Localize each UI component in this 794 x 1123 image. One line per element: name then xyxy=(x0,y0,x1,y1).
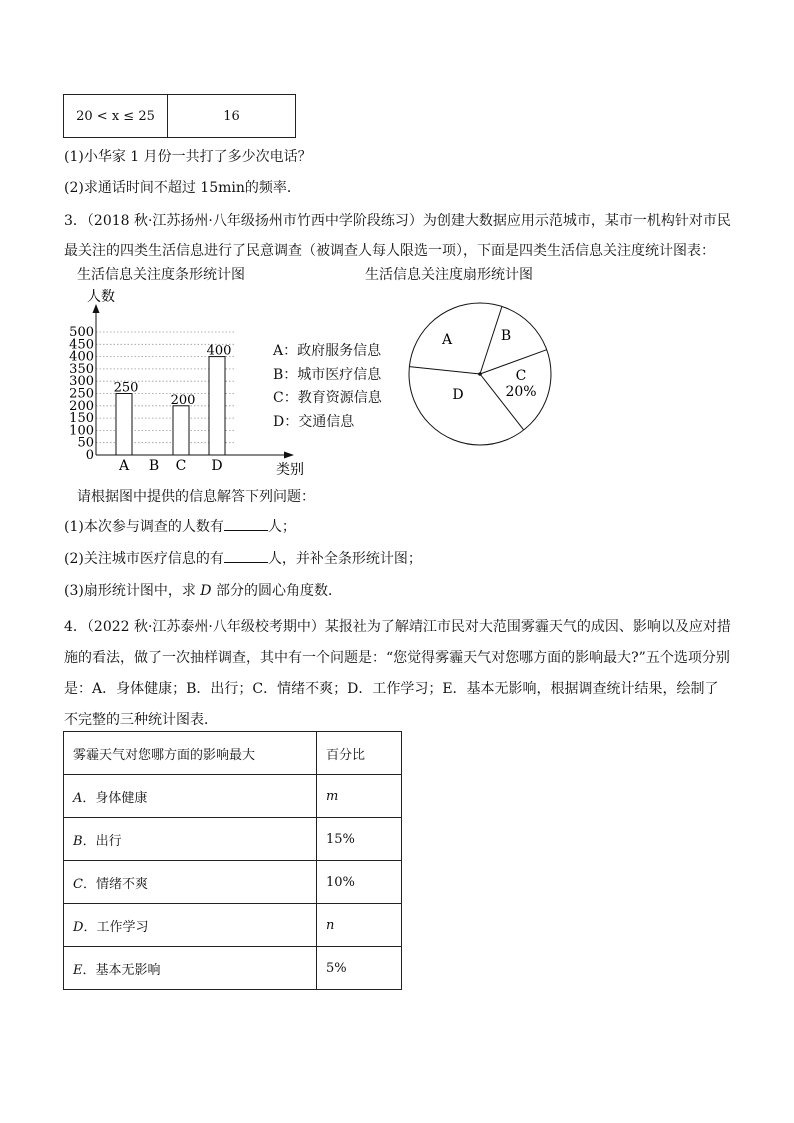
x-tick-label: A xyxy=(118,458,130,474)
pie-chart xyxy=(400,302,560,462)
table-row xyxy=(64,775,402,818)
slice-label: C xyxy=(515,368,527,384)
y-tick-label: 50 xyxy=(77,435,94,451)
bar-value-label: 400 xyxy=(206,343,232,359)
y-tick-label: 350 xyxy=(69,361,94,377)
y-tick-label: 200 xyxy=(69,398,94,414)
question-2-part-2: (2)求通话时间不超过 15min的频率． xyxy=(64,180,301,196)
slice-percent-label: 20% xyxy=(505,384,537,400)
table-row xyxy=(64,861,402,904)
table-cell: D．工作学习 xyxy=(64,904,317,947)
table-row xyxy=(64,818,402,861)
range-cell: 20 < x ≤ 25 xyxy=(64,95,168,138)
bar-chart-title: 生活信息关注度条形统计图 xyxy=(77,267,245,283)
answer-blank[interactable] xyxy=(224,548,268,563)
legend xyxy=(273,340,382,434)
y-tick-label: 500 xyxy=(69,325,94,340)
x-tick-label: C xyxy=(175,458,187,474)
table-cell: E．基本无影响 xyxy=(64,947,317,990)
bar-value-label: 250 xyxy=(113,380,139,396)
question-3-intro: 3．（2018 秋·江苏扬州·八年级扬州市竹西中学阶段练习）为创建大数据应用示范城市，某市一机构针对市民最关注的四类生活信息进行了民意调查（被调查人每人限选一项），下面是四类生活信息关注度统计图表： xyxy=(64,213,731,259)
y-tick-label: 450 xyxy=(69,337,94,353)
slice-label: B xyxy=(500,328,512,344)
question-3-sub-3: (3)扇形统计图中，求 D 部分的圆心角度数． xyxy=(64,583,342,599)
y-tick-label: 150 xyxy=(69,411,94,427)
y-tick-label: 100 xyxy=(69,423,94,439)
count-cell: 16 xyxy=(168,95,296,138)
table-cell: A．身体健康 xyxy=(64,775,317,818)
table-header-cell: 百分比 xyxy=(317,732,402,775)
bar xyxy=(209,357,225,455)
question-3-prompt: 请根据图中提供的信息解答下列问题： xyxy=(77,489,315,505)
x-axis-title: 类别 xyxy=(276,462,304,478)
question-2-part-1: (1)小华家 1 月份一共打了多少次电话？ xyxy=(64,149,312,165)
table-cell: 10% xyxy=(317,861,402,904)
bar-value-label: 200 xyxy=(170,392,196,408)
y-tick-label: 300 xyxy=(69,374,94,390)
frequency-table xyxy=(63,94,296,138)
y-axis-arrow xyxy=(93,304,100,313)
table-cell: n xyxy=(317,904,402,947)
slice-label: D xyxy=(452,387,464,403)
bar xyxy=(116,394,132,456)
bar xyxy=(173,406,189,455)
table-cell: B．出行 xyxy=(64,818,317,861)
y-tick-label: 400 xyxy=(69,349,94,365)
slice-label: A xyxy=(441,332,453,348)
x-tick-label: B xyxy=(148,458,160,474)
pie-chart-title: 生活信息关注度扇形统计图 xyxy=(365,267,533,283)
question-4-intro: 4．（2022 秋·江苏泰州·八年级校考期中）某报社为了解靖江市民对大范围雾霾天气的成因、影响以及应对措施的看法，做了一次抽样调查，其中有一个问题是：“您觉得雾霾天气对您哪方面的影响最大?”五个选项分别是：A．身体健康；B．出行；C．情绪不爽；D．工作学习；E．基本无影响，根据调查统计结果，绘制了不完整的三种统计图表． xyxy=(64,619,731,728)
table-cell: 15% xyxy=(317,818,402,861)
y-axis-title: 人数 xyxy=(87,289,115,305)
x-axis-arrow xyxy=(284,452,294,459)
legend-item-c: C：教育资源信息 xyxy=(273,390,382,406)
question-3-sub-2: (2)关注城市医疗信息的有 人，并补全条形统计图； xyxy=(64,548,422,568)
legend-item-d: D：交通信息 xyxy=(273,413,355,430)
table-cell: 5% xyxy=(317,947,402,990)
legend-item-b: B：城市医疗信息 xyxy=(273,366,382,383)
table-row xyxy=(64,947,402,990)
table-cell: m xyxy=(317,775,402,818)
table-row xyxy=(64,95,296,138)
table-header-row xyxy=(64,732,402,775)
pie-center xyxy=(478,372,482,376)
y-tick-label: 250 xyxy=(69,386,94,402)
table-cell: C．情绪不爽 xyxy=(64,861,317,904)
question-3-sub-1: (1)本次参与调查的人数有 人； xyxy=(64,516,296,536)
x-tick-label: D xyxy=(211,458,223,474)
answer-blank[interactable] xyxy=(224,516,268,531)
table-header-cell: 雾霾天气对您哪方面的影响最大 xyxy=(64,732,317,775)
y-tick-label: 0 xyxy=(85,448,94,463)
legend-item-a: A：政府服务信息 xyxy=(273,343,382,359)
table-row xyxy=(64,904,402,947)
haze-impact-table xyxy=(63,731,402,990)
